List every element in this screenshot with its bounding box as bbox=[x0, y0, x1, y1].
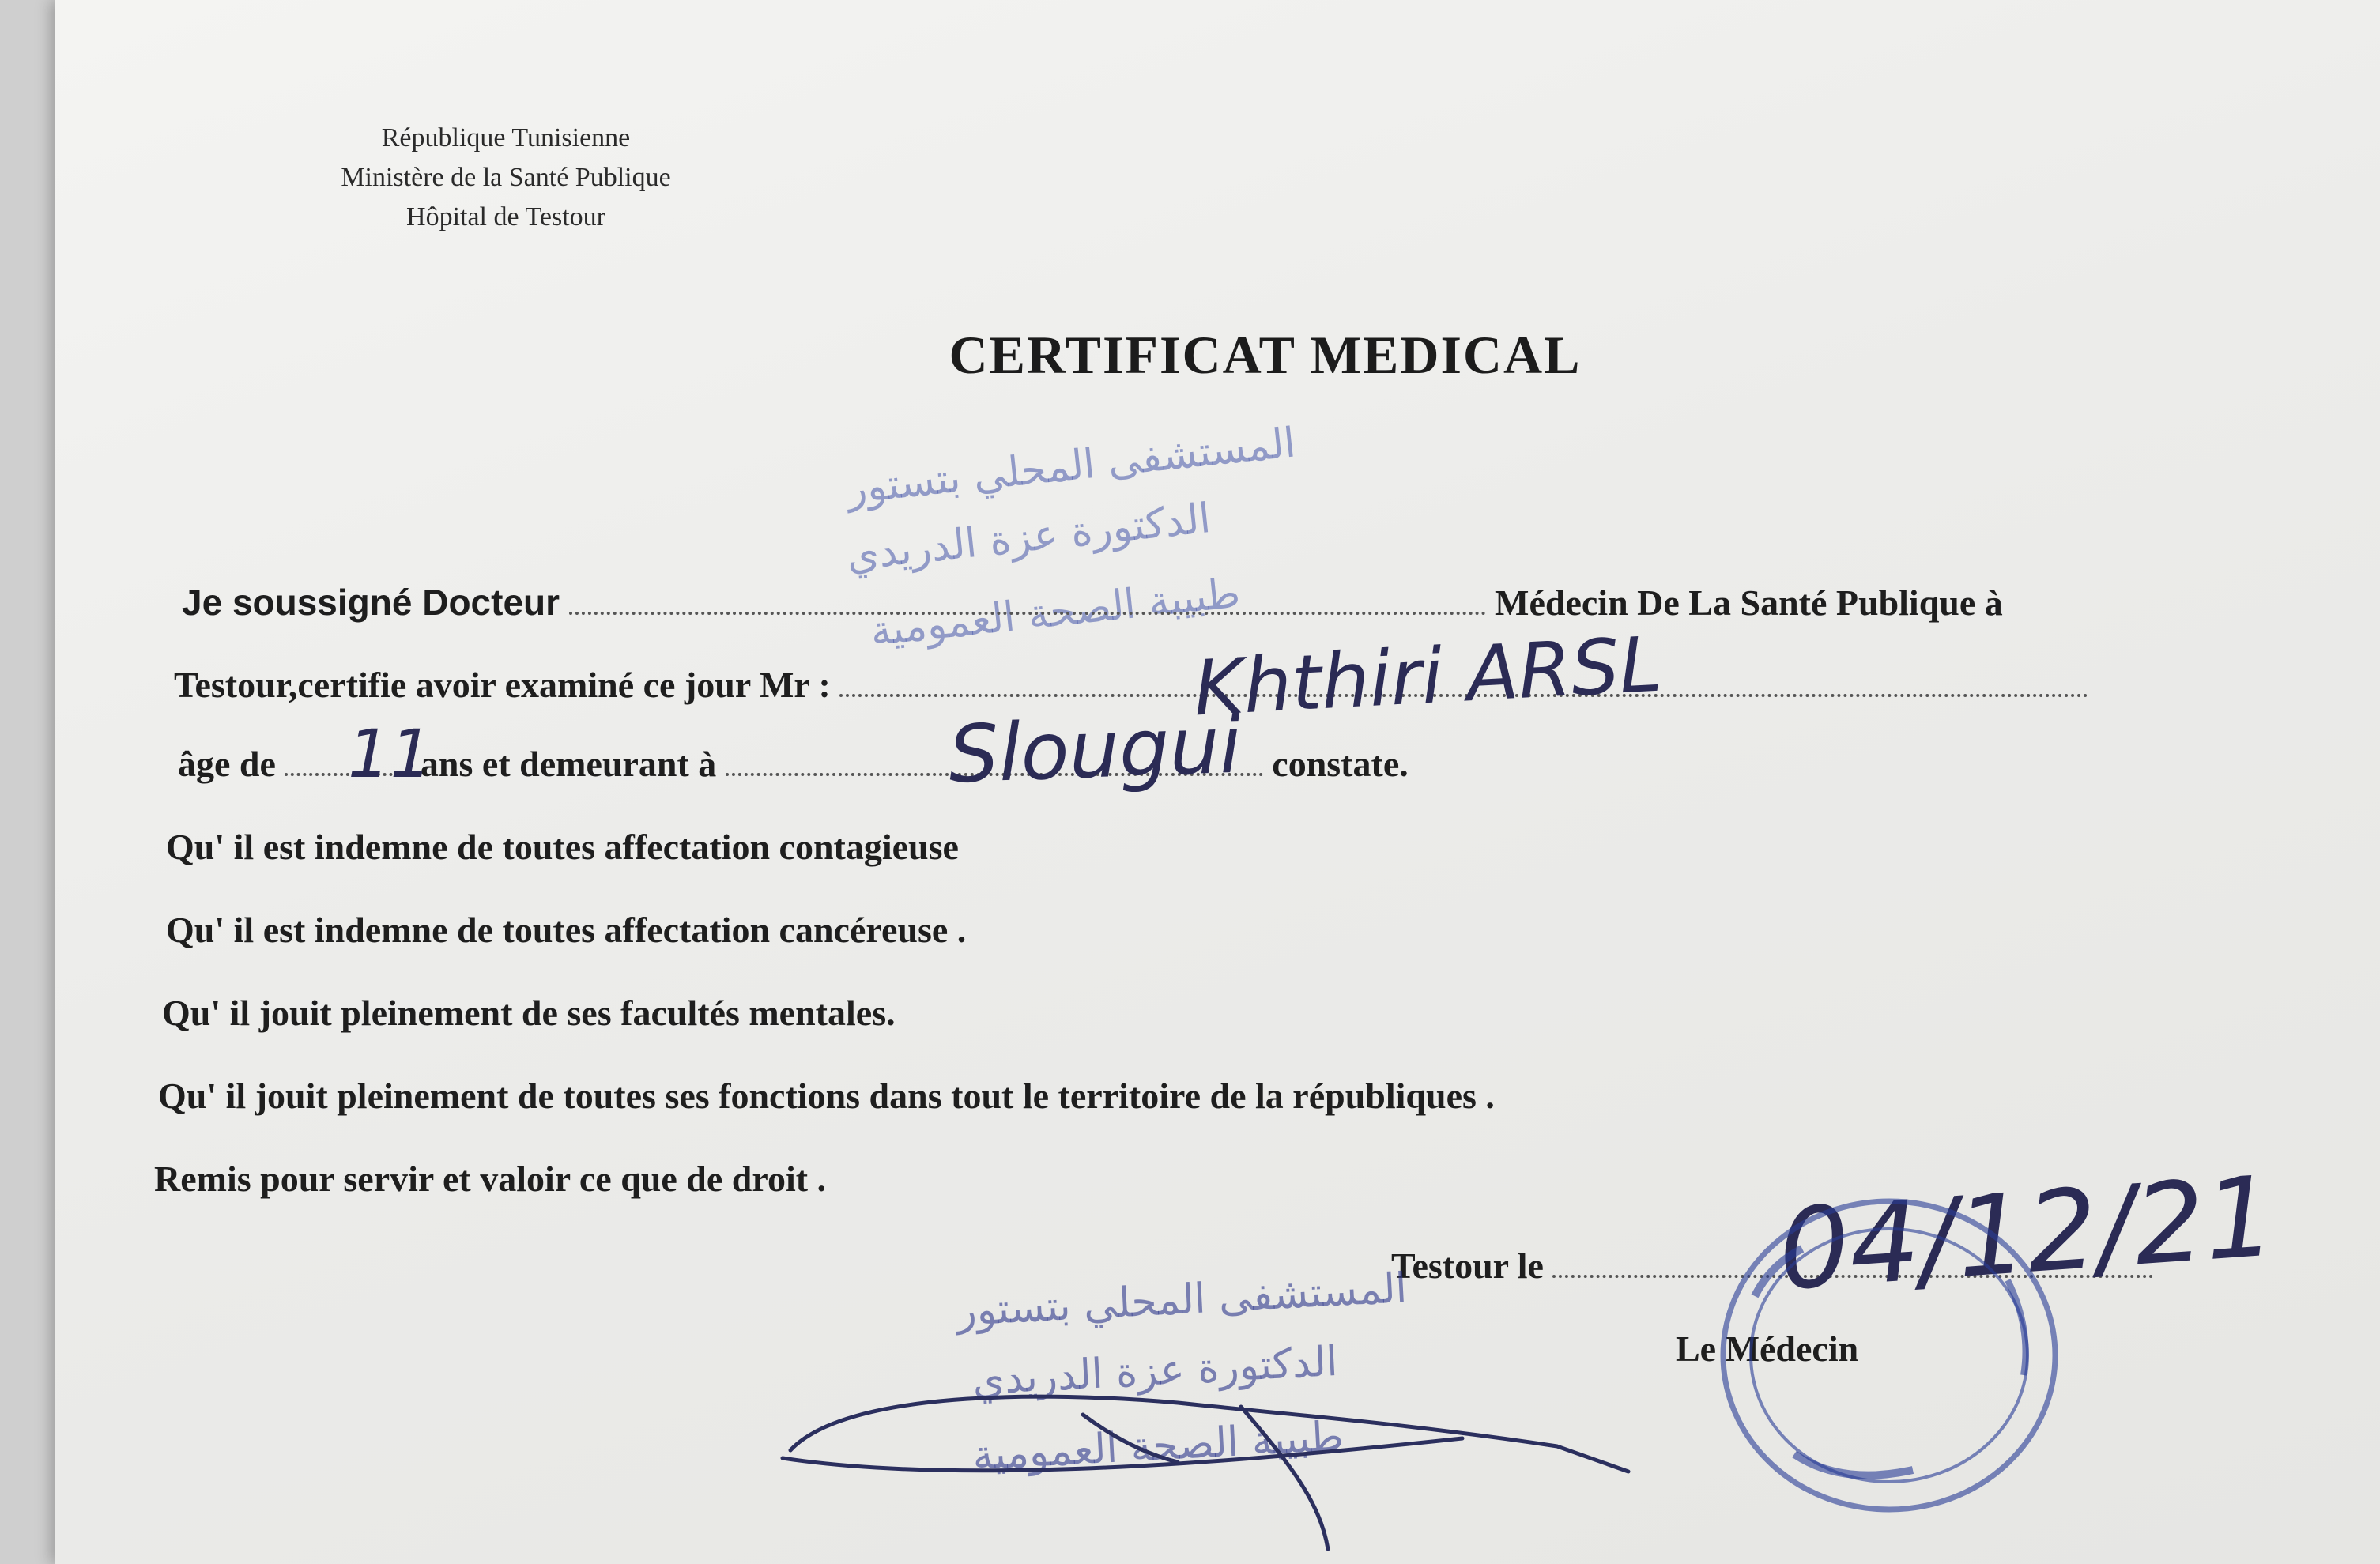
signature-label: Le Médecin bbox=[1676, 1328, 1859, 1369]
stamp-upper-line1: المستشفى المحلي بتستور bbox=[844, 419, 1298, 514]
document-title: CERTIFICAT MEDICAL bbox=[949, 325, 1582, 385]
place-date-label: Testour le bbox=[1391, 1246, 1544, 1286]
signature-scribble bbox=[783, 1396, 1628, 1549]
stamp-upper-line3: طبيبة الصحة العمومية bbox=[868, 569, 1243, 656]
stamp-lower-line2: الدكتورة عزة الدريدي bbox=[971, 1337, 1339, 1405]
patient-name-handwritten: Khthiri ARSL bbox=[1191, 620, 1664, 733]
patient-label: Testour,certifie avoir examiné ce jour Mr : bbox=[174, 665, 831, 705]
statement-remis: Remis pour servir et valoir ce que de droit . bbox=[154, 1159, 827, 1199]
round-seal bbox=[1723, 1201, 2055, 1509]
statement-contagious: Qu' il est indemne de toutes affectation contagieuse bbox=[166, 827, 959, 867]
letterhead-country: République Tunisienne bbox=[381, 123, 631, 153]
age-handwritten: 11 bbox=[348, 715, 432, 793]
seal-and-signature bbox=[55, 0, 2380, 1564]
certificate-page bbox=[55, 0, 2380, 1564]
statement-functions: Qu' il jouit pleinement de toutes ses fonctions dans tout le territoire de la républiques . bbox=[158, 1076, 1495, 1116]
residence-label: ans et demeurant à bbox=[420, 744, 717, 784]
statement-cancer: Qu' il est indemne de toutes affectation cancéreuse . bbox=[166, 910, 967, 950]
residence-handwritten: Slougui bbox=[947, 698, 1243, 801]
constate-label: constate. bbox=[1272, 744, 1409, 784]
doctor-label: Je soussigné Docteur bbox=[182, 582, 560, 623]
stamp-upper-line2: الدكتورة عزة الدريدي bbox=[844, 494, 1213, 581]
doctor-title: Médecin De La Santé Publique à bbox=[1495, 582, 2003, 623]
letterhead-hospital: Hôpital de Testour bbox=[406, 202, 605, 232]
statement-mental: Qu' il jouit pleinement de ses facultés mentales. bbox=[162, 993, 896, 1033]
letterhead-ministry: Ministère de la Santé Publique bbox=[341, 163, 671, 192]
stamp-lower-line1: المستشفى المحلي بتستور bbox=[955, 1264, 1409, 1336]
stamp-lower-line3: طبيبة الصحة العمومية bbox=[971, 1412, 1345, 1480]
date-handwritten: 04/12/21 bbox=[1775, 1152, 2280, 1316]
age-label: âge de bbox=[178, 744, 276, 784]
